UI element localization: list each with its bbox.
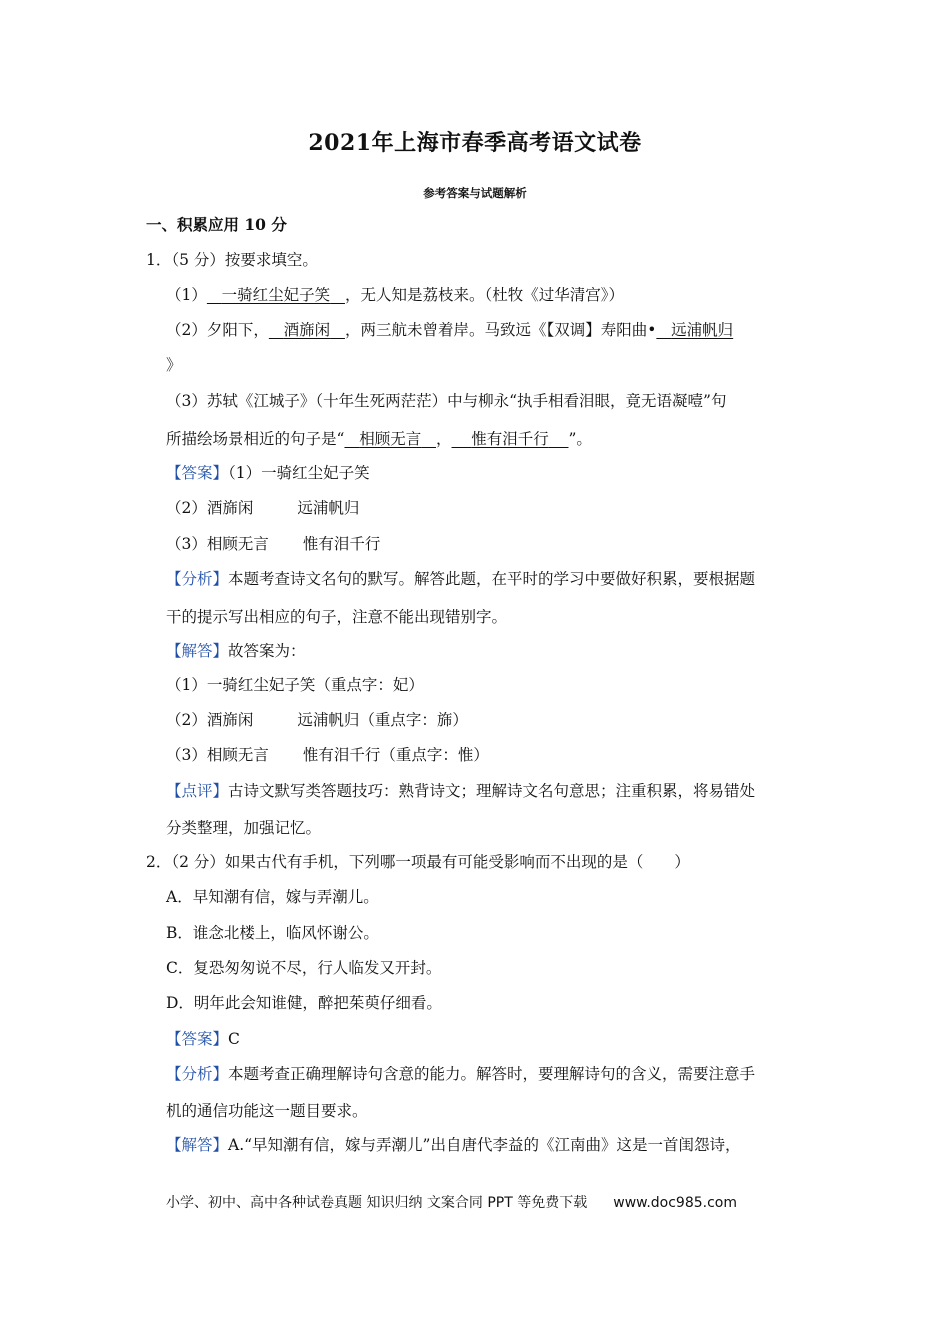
q1-answer: 【答案】（1）一骑红尘妃子笑	[166, 464, 370, 482]
q2-analysis-2: 机的通信功能这一题目要求。	[166, 1102, 368, 1120]
q2-option-d: D．明年此会知谁健，醉把茱萸仔细看。	[166, 994, 442, 1012]
q1-solution-3: （3）相顾无言 惟有泪千行（重点字：惟）	[166, 746, 489, 764]
q1-part3-blank1: 相顾无言	[359, 430, 422, 448]
q1-part3-comma: ，	[436, 430, 452, 448]
q2-analysis: 【分析】本题考查正确理解诗句含意的能力。解答时，要理解诗句的含义，需要注意手	[166, 1065, 756, 1083]
q1-comment: 【点评】古诗文默写类答题技巧：熟背诗文；理解诗文名句意思；注重积累，将易错处	[166, 782, 756, 800]
q1-part2-prefix: （2）夕阳下，	[166, 321, 269, 339]
q1-part3-line1: （3）苏轼《江城子》（十年生死两茫茫）中与柳永“执手相看泪眼，竟无语凝噎”句	[166, 392, 727, 410]
q1-part2-blank2: 远浦帆归	[671, 321, 734, 339]
q1-comment-2: 分类整理，加强记忆。	[166, 819, 322, 837]
page-footer	[166, 1192, 737, 1212]
q1-answer-2: （2）酒旆闲 远浦帆归	[166, 499, 360, 517]
q1-part1-blank: 一骑红尘妃子笑	[221, 286, 331, 304]
analysis-tag: 【分析】	[166, 1065, 229, 1083]
q1-answer-3: （3）相顾无言 惟有泪千行	[166, 535, 381, 553]
page-subtitle: 参考答案与试题解析	[423, 186, 527, 200]
q1-solution: 【解答】故答案为：	[166, 642, 306, 660]
q1-part1-prefix: （1）	[166, 286, 207, 304]
q2-option-c: C．复恐匆匆说不尽，行人临发又开封。	[166, 959, 442, 977]
solution-tag: 【解答】	[166, 642, 229, 660]
q2-option-a: A．早知潮有信，嫁与弄潮儿。	[166, 888, 379, 906]
footer-text: 小学、初中、高中各种试卷真题 知识归纳 文案合同 PPT 等免费下载	[166, 1195, 588, 1211]
q2-stem: 2．（2 分）如果古代有手机，下列哪一项最有可能受影响而不出现的是（ ）	[146, 853, 690, 871]
analysis-tag: 【分析】	[166, 570, 229, 588]
q1-part2-end: 》	[166, 356, 182, 374]
q1-analysis: 【分析】本题考查诗文名句的默写。解答此题，在平时的学习中要做好积累，要根据题	[166, 570, 756, 588]
q1-part3-prefix: 所描绘场景相近的句子是“	[166, 430, 345, 448]
q1-solution-2: （2）酒旆闲 远浦帆归（重点字：旆）	[166, 711, 468, 729]
q1-part3-line2	[166, 428, 592, 450]
q2-answer: 【答案】C	[166, 1030, 240, 1048]
q2-solution: 【解答】A.“早知潮有信，嫁与弄潮儿”出自唐代李益的《江南曲》这是一首闺怨诗，	[166, 1136, 741, 1154]
q1-analysis-2: 干的提示写出相应的句子，注意不能出现错别字。	[166, 608, 508, 626]
q1-solution-1: （1）一骑红尘妃子笑（重点字：妃）	[166, 676, 424, 694]
q1-stem: 1．（5 分）按要求填空。	[146, 251, 318, 269]
q1-part2-mid: ，两三航未曾着岸。马致远《【双调】寿阳曲•	[344, 321, 657, 339]
footer-link[interactable]: www.doc985.com	[613, 1195, 737, 1211]
answer-tag: 【答案】	[166, 464, 229, 482]
comment-tag: 【点评】	[166, 782, 229, 800]
q1-part1	[166, 284, 624, 306]
solution-tag: 【解答】	[166, 1136, 229, 1154]
q1-part1-suffix: ，无人知是荔枝来。（杜牧《过华清宫》）	[344, 286, 624, 304]
q1-part3-end: ”。	[568, 430, 592, 448]
q1-part3-blank2: 惟有泪千行	[471, 430, 549, 448]
section-heading: 一、积累应用 10 分	[146, 215, 287, 234]
page-title: 2021年上海市春季高考语文试卷	[308, 130, 642, 156]
q1-part2	[166, 319, 733, 341]
answer-tag: 【答案】	[166, 1030, 229, 1048]
q1-part2-blank1: 酒旆闲	[283, 321, 331, 339]
q2-option-b: B．谁念北楼上，临风怀谢公。	[166, 924, 379, 942]
